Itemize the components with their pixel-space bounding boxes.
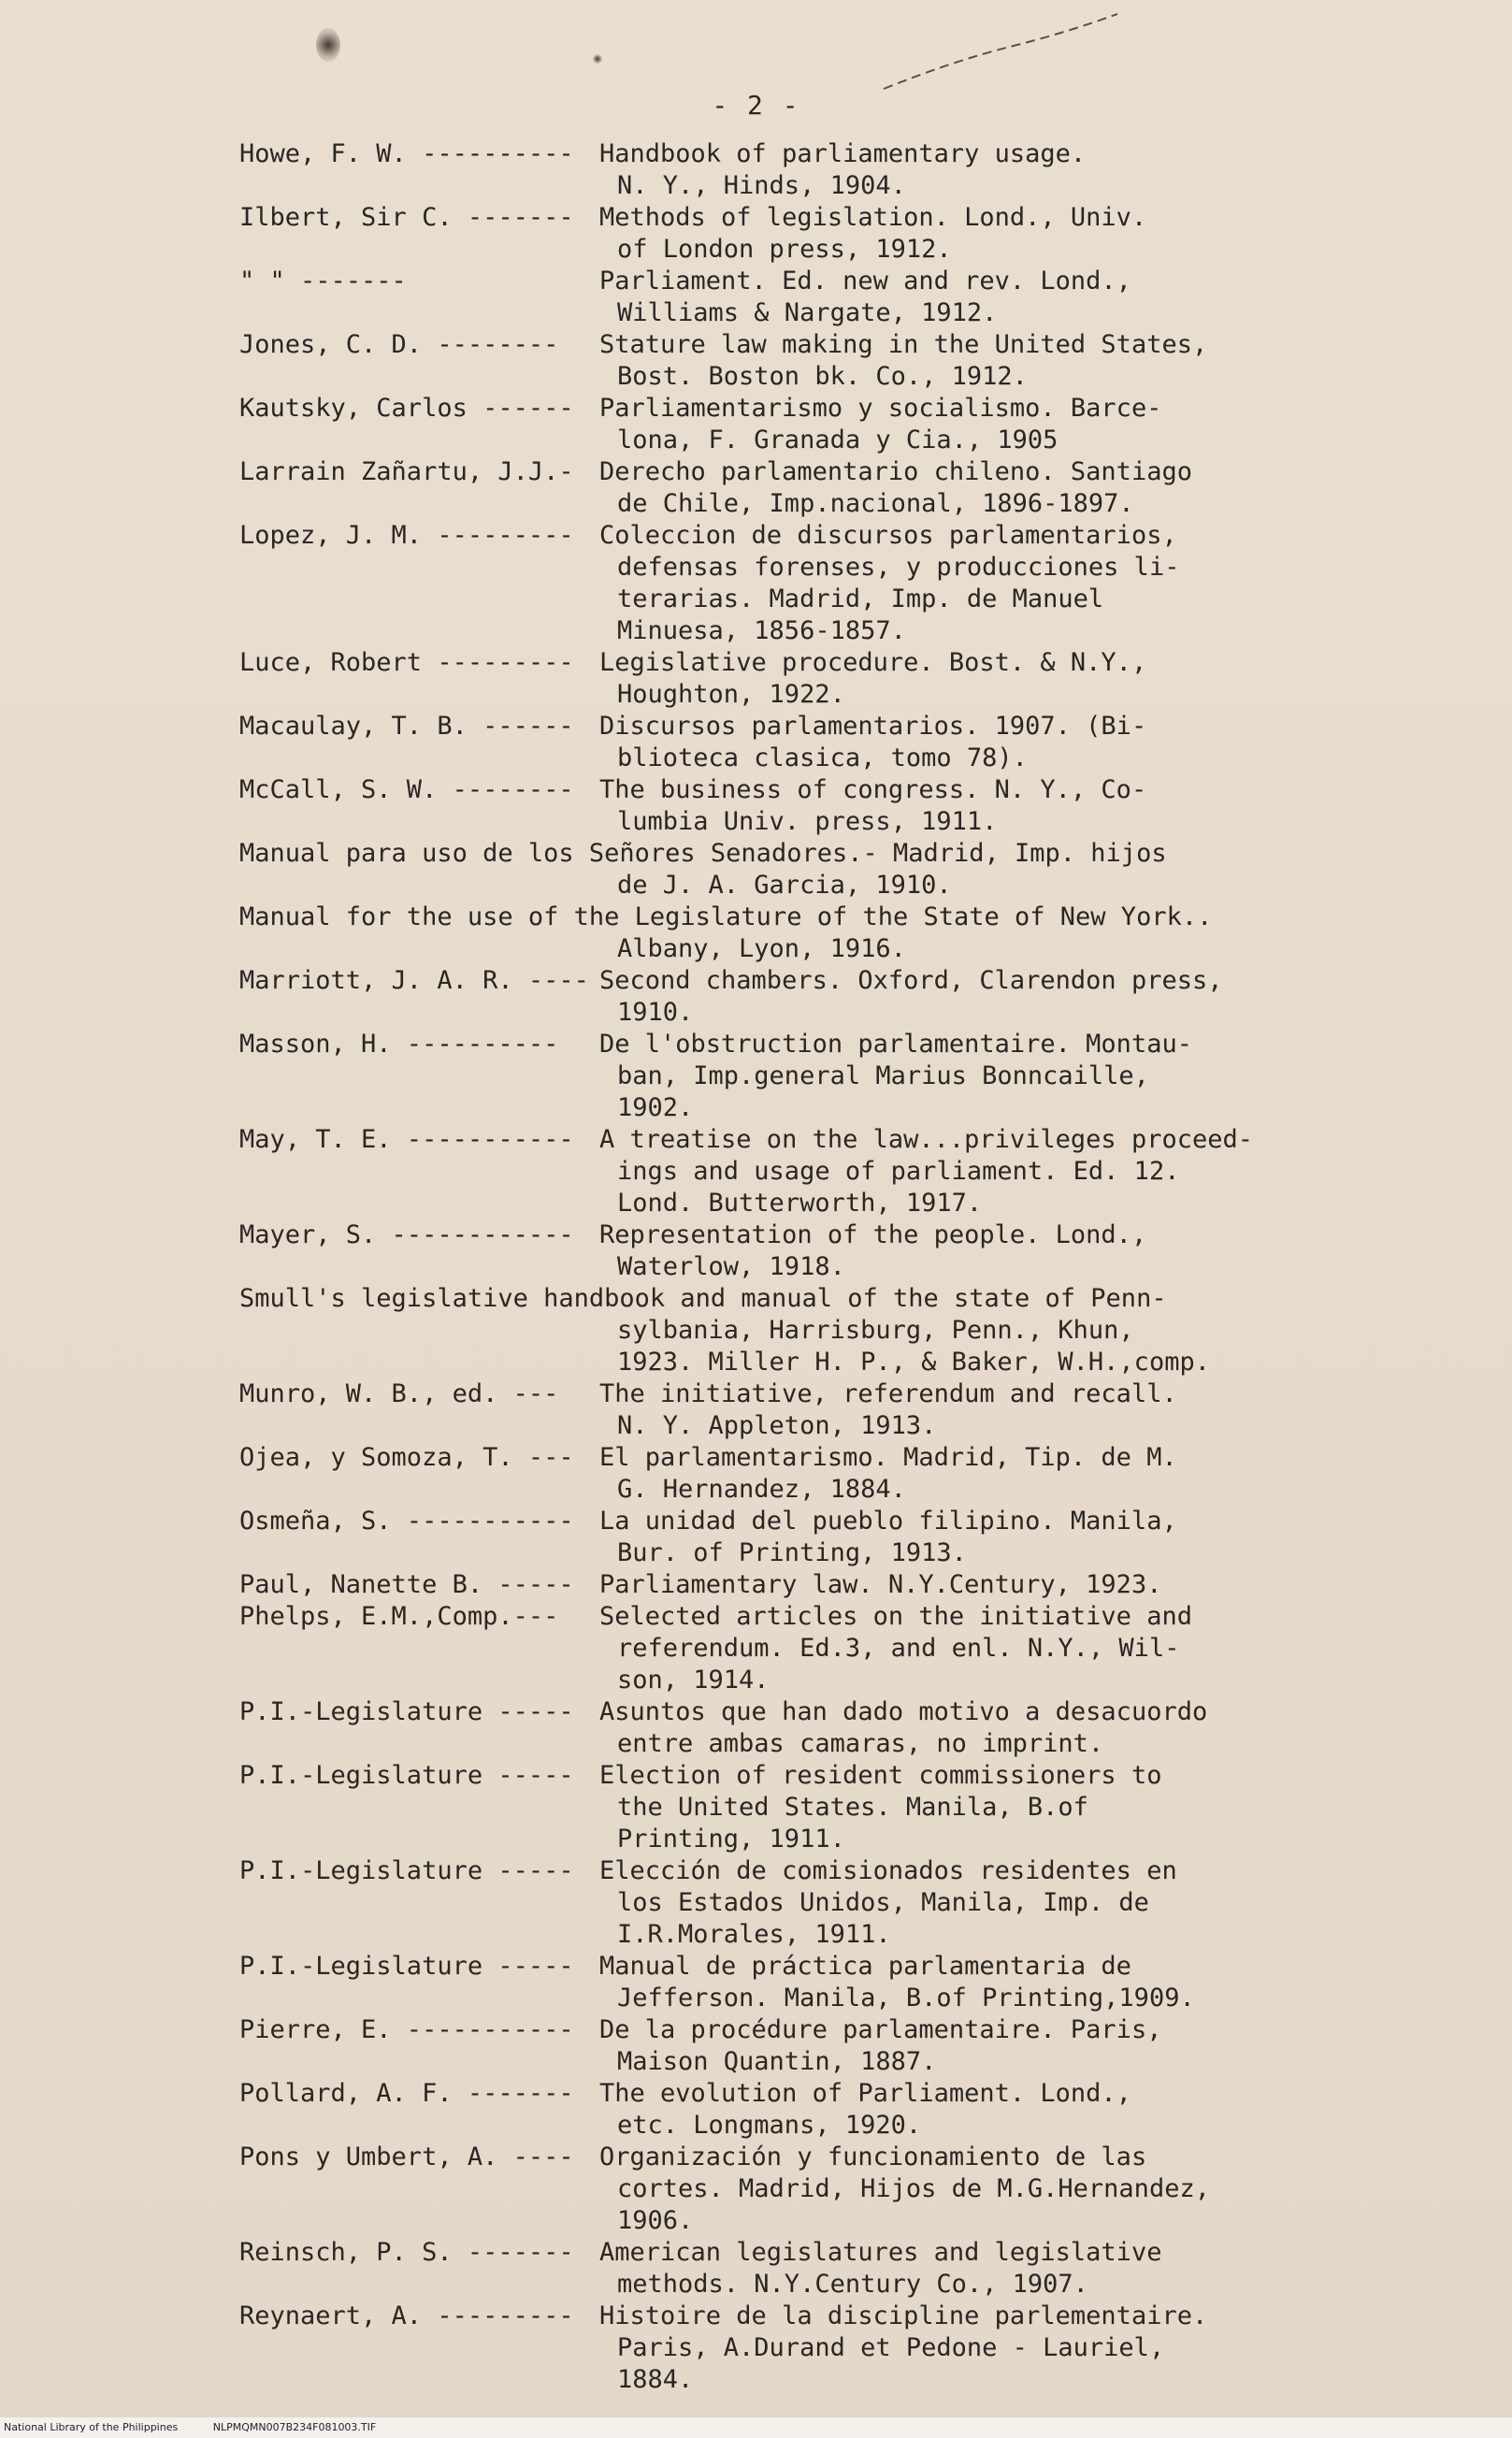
- entry-first-line: [239, 1760, 1333, 1792]
- bibliography-entry: [239, 202, 1333, 266]
- entry-first-line: [239, 2142, 1333, 2173]
- scan-footer: [0, 2417, 1512, 2438]
- entry-continuation: sylbania, Harrisburg, Penn., Khun,: [617, 1316, 1134, 1345]
- bibliography-entry: [239, 1855, 1333, 1951]
- entry-first-line: [239, 1442, 1333, 1474]
- entry-first-line: [239, 1951, 1333, 1983]
- entry-title: De l'obstruction parlamentaire. Montau-: [599, 1030, 1192, 1059]
- entry-title: Manual for the use of the Legislature of the State of New York..: [239, 902, 1213, 931]
- entry-continuation: Bur. of Printing, 1913.: [617, 1538, 967, 1567]
- entry-author: P.I.-Legislature -----: [239, 1697, 574, 1726]
- bibliography-entry: [239, 1696, 1333, 1760]
- entry-continuation: 1906.: [617, 2206, 694, 2235]
- entry-author: P.I.-Legislature -----: [239, 1952, 574, 1981]
- entry-author: P.I.-Legislature -----: [239, 1761, 574, 1790]
- entry-author: Larrain Zañartu, J.J.-: [239, 457, 574, 486]
- entry-title: Manual para uso de los Señores Senadores.- Madrid, Imp. hijos: [239, 839, 1167, 868]
- entry-author: Phelps, E.M.,Comp.---: [239, 1602, 559, 1631]
- entry-author: Masson, H. ----------: [239, 1030, 559, 1059]
- entry-first-line: [239, 1601, 1333, 1633]
- entry-continuation: N. Y. Appleton, 1913.: [617, 1411, 937, 1440]
- entry-author: Marriott, J. A. R. ----: [239, 966, 589, 995]
- bibliography-entry: [239, 2142, 1333, 2237]
- entry-title: Organización y funcionamiento de las: [599, 2142, 1147, 2171]
- entry-title: Parliamentarismo y socialismo. Barce-: [599, 394, 1162, 423]
- entry-first-line: [239, 647, 1333, 679]
- entry-author: Jones, C. D. --------: [239, 330, 559, 359]
- bibliography-entry: [239, 1283, 1333, 1378]
- entry-continuation: I.R.Morales, 1911.: [617, 1920, 891, 1949]
- bibliography-entry: [239, 838, 1333, 902]
- entry-author: Lopez, J. M. ---------: [239, 521, 574, 550]
- bibliography-entry: [239, 2014, 1333, 2078]
- entry-continuation: de Chile, Imp.nacional, 1896-1897.: [617, 489, 1134, 518]
- bibliography-entry: [239, 902, 1333, 965]
- entry-author: Ilbert, Sir C. -------: [239, 203, 574, 232]
- entry-title: Parliament. Ed. new and rev. Lond.,: [599, 267, 1131, 296]
- library-name: National Library of the Philippines: [4, 2421, 179, 2433]
- entry-continuation: lona, F. Granada y Cia., 1905: [617, 426, 1058, 454]
- entry-author: Pons y Umbert, A. ----: [239, 2142, 574, 2171]
- entry-title: Representation of the people. Lond.,: [599, 1220, 1147, 1249]
- entry-continuation: ban, Imp.general Marius Bonncaille,: [617, 1061, 1149, 1090]
- entry-first-line: [239, 202, 1333, 234]
- bibliography-entry: [239, 2237, 1333, 2301]
- ink-stain: [316, 28, 340, 62]
- entry-continuation: 1884.: [617, 2365, 694, 2394]
- entry-continuation: 1902.: [617, 1093, 694, 1122]
- entry-first-line: [239, 1506, 1333, 1537]
- entry-first-line: [239, 393, 1333, 425]
- bibliography-entry: [239, 1951, 1333, 2014]
- bibliography-entry: [239, 138, 1333, 202]
- bibliography-entry: [239, 647, 1333, 711]
- entry-author: Luce, Robert ---------: [239, 648, 574, 677]
- bibliography-list: [239, 138, 1333, 2396]
- entry-continuation: los Estados Unidos, Manila, Imp. de: [617, 1888, 1149, 1917]
- entry-author: " " -------: [239, 267, 407, 296]
- entry-first-line: [239, 456, 1333, 488]
- entry-first-line: [239, 1855, 1333, 1887]
- bibliography-entry: [239, 1569, 1333, 1601]
- entry-continuation: terarias. Madrid, Imp. de Manuel: [617, 584, 1104, 613]
- entry-author: Howe, F. W. ----------: [239, 139, 574, 168]
- entry-title: Elección de comisionados residentes en: [599, 1856, 1177, 1885]
- entry-first-line: [239, 1696, 1333, 1728]
- entry-continuation: etc. Longmans, 1920.: [617, 2111, 922, 2140]
- bibliography-entry: [239, 266, 1333, 329]
- entry-title: Parliamentary law. N.Y.Century, 1923.: [599, 1570, 1162, 1599]
- entry-title: El parlamentarismo. Madrid, Tip. de M.: [599, 1443, 1177, 1472]
- entry-title: Methods of legislation. Lond., Univ.: [599, 203, 1147, 232]
- entry-continuation: Lond. Butterworth, 1917.: [617, 1189, 983, 1218]
- entry-continuation: methods. N.Y.Century Co., 1907.: [617, 2270, 1088, 2299]
- entry-first-line: [239, 1569, 1333, 1601]
- entry-continuation: defensas forenses, y producciones li-: [617, 553, 1180, 582]
- entry-continuation: entre ambas camaras, no imprint.: [617, 1729, 1104, 1758]
- entry-author: Reinsch, P. S. -------: [239, 2238, 574, 2267]
- entry-author: P.I.-Legislature -----: [239, 1856, 574, 1885]
- entry-continuation: the United States. Manila, B.of: [617, 1793, 1088, 1822]
- entry-first-line: [239, 1029, 1333, 1060]
- bibliography-entry: [239, 1442, 1333, 1506]
- entry-title: Discursos parlamentarios. 1907. (Bi-: [599, 712, 1147, 741]
- entry-first-line: [239, 520, 1333, 552]
- entry-author: McCall, S. W. --------: [239, 775, 574, 804]
- entry-first-line: [239, 965, 1333, 997]
- bibliography-entry: [239, 329, 1333, 393]
- bibliography-entry: [239, 1601, 1333, 1696]
- entry-first-line: [239, 774, 1333, 806]
- entry-title: The initiative, referendum and recall.: [599, 1379, 1177, 1408]
- entry-title: Election of resident commissioners to: [599, 1761, 1162, 1790]
- entry-author: Pollard, A. F. -------: [239, 2079, 574, 2108]
- entry-first-line: [239, 1124, 1333, 1156]
- entry-author: Kautsky, Carlos ------: [239, 394, 574, 423]
- entry-continuation: son, 1914.: [617, 1666, 770, 1695]
- entry-title: Manual de práctica parlamentaria de: [599, 1952, 1131, 1981]
- bibliography-entry: [239, 1219, 1333, 1283]
- entry-author: Macaulay, T. B. ------: [239, 712, 574, 741]
- entry-author: Osmeña, S. -----------: [239, 1507, 574, 1536]
- entry-author: Reynaert, A. ---------: [239, 2301, 574, 2330]
- entry-title: American legislatures and legislative: [599, 2238, 1162, 2267]
- entry-continuation: Houghton, 1922.: [617, 680, 845, 709]
- bibliography-entry: [239, 1378, 1333, 1442]
- entry-continuation: blioteca clasica, tomo 78).: [617, 743, 1028, 772]
- entry-author: Pierre, E. -----------: [239, 2015, 574, 2044]
- entry-title: Legislative procedure. Bost. & N.Y.,: [599, 648, 1147, 677]
- bibliography-entry: [239, 1124, 1333, 1219]
- bibliography-entry: [239, 965, 1333, 1029]
- entry-continuation: Printing, 1911.: [617, 1825, 845, 1854]
- entry-title: Asuntos que han dado motivo a desacuordo: [599, 1697, 1208, 1726]
- entry-continuation: Williams & Nargate, 1912.: [617, 298, 998, 327]
- entry-continuation: Bost. Boston bk. Co., 1912.: [617, 362, 1028, 391]
- entry-title: Coleccion de discursos parlamentarios,: [599, 521, 1177, 550]
- entry-continuation: N. Y., Hinds, 1904.: [617, 171, 906, 200]
- entry-continuation: cortes. Madrid, Hijos de M.G.Hernandez,: [617, 2174, 1210, 2203]
- entry-continuation: ings and usage of parliament. Ed. 12.: [617, 1157, 1180, 1186]
- entry-title: Histoire de la discipline parlementaire.: [599, 2301, 1208, 2330]
- entry-first-line: [239, 2301, 1333, 2332]
- entry-continuation: 1923. Miller H. P., & Baker, W.H.,comp.: [617, 1348, 1210, 1377]
- entry-title: Second chambers. Oxford, Clarendon press,: [599, 966, 1223, 995]
- entry-first-line: [239, 266, 1333, 297]
- entry-title: Handbook of parliamentary usage.: [599, 139, 1087, 168]
- bibliography-entry: [239, 774, 1333, 838]
- bibliography-entry: [239, 1029, 1333, 1124]
- entry-title: De la procédure parlamentaire. Paris,: [599, 2015, 1162, 2044]
- bibliography-entry: [239, 711, 1333, 774]
- entry-author: Munro, W. B., ed. ---: [239, 1379, 559, 1408]
- entry-continuation: G. Hernandez, 1884.: [617, 1475, 906, 1504]
- bibliography-entry: [239, 2078, 1333, 2142]
- entry-continuation: lumbia Univ. press, 1911.: [617, 807, 998, 836]
- entry-continuation: Jefferson. Manila, B.of Printing,1909.: [617, 1984, 1195, 2012]
- entry-continuation: de J. A. Garcia, 1910.: [617, 871, 952, 900]
- file-name: NLPMQMN007B234F081003.TIF: [212, 2421, 377, 2433]
- entry-continuation: of London press, 1912.: [617, 235, 952, 264]
- entry-continuation: Paris, A.Durand et Pedone - Lauriel,: [617, 2333, 1165, 2362]
- entry-title: Stature law making in the United States,: [599, 330, 1208, 359]
- ink-dot: [593, 54, 602, 64]
- entry-author: May, T. E. -----------: [239, 1125, 574, 1154]
- entry-title: Smull's legislative handbook and manual of the state of Penn-: [239, 1284, 1167, 1313]
- entry-first-line: [239, 1378, 1333, 1410]
- entry-first-line: [239, 2237, 1333, 2269]
- entry-title: The evolution of Parliament. Lond.,: [599, 2079, 1131, 2108]
- entry-title: La unidad del pueblo filipino. Manila,: [599, 1507, 1177, 1536]
- bibliography-entry: [239, 2301, 1333, 2396]
- entry-author: Mayer, S. ------------: [239, 1220, 574, 1249]
- pencil-mark: [879, 9, 1122, 94]
- entry-first-line: [239, 2014, 1333, 2046]
- bibliography-entry: [239, 520, 1333, 647]
- entry-first-line: [239, 329, 1333, 361]
- entry-first-line: [239, 711, 1333, 743]
- entry-continuation: Maison Quantin, 1887.: [617, 2047, 937, 2076]
- entry-continuation: referendum. Ed.3, and enl. N.Y., Wil-: [617, 1634, 1180, 1663]
- entry-continuation: Albany, Lyon, 1916.: [617, 934, 906, 963]
- bibliography-entry: [239, 1506, 1333, 1569]
- bibliography-entry: [239, 456, 1333, 520]
- entry-title: A treatise on the law...privileges proceed-: [599, 1125, 1253, 1154]
- entry-continuation: Waterlow, 1918.: [617, 1252, 845, 1281]
- entry-continuation: Minuesa, 1856-1857.: [617, 616, 906, 645]
- entry-continuation: 1910.: [617, 998, 694, 1027]
- entry-author: Ojea, y Somoza, T. ---: [239, 1443, 574, 1472]
- page-number: - 2 -: [712, 90, 800, 121]
- entry-title: The business of congress. N. Y., Co-: [599, 775, 1147, 804]
- bibliography-entry: [239, 1760, 1333, 1855]
- entry-title: Derecho parlamentario chileno. Santiago: [599, 457, 1192, 486]
- entry-author: Paul, Nanette B. -----: [239, 1570, 574, 1599]
- entry-title: Selected articles on the initiative and: [599, 1602, 1192, 1631]
- bibliography-entry: [239, 393, 1333, 456]
- entry-first-line: [239, 138, 1333, 170]
- entry-first-line: [239, 1219, 1333, 1251]
- entry-first-line: [239, 2078, 1333, 2110]
